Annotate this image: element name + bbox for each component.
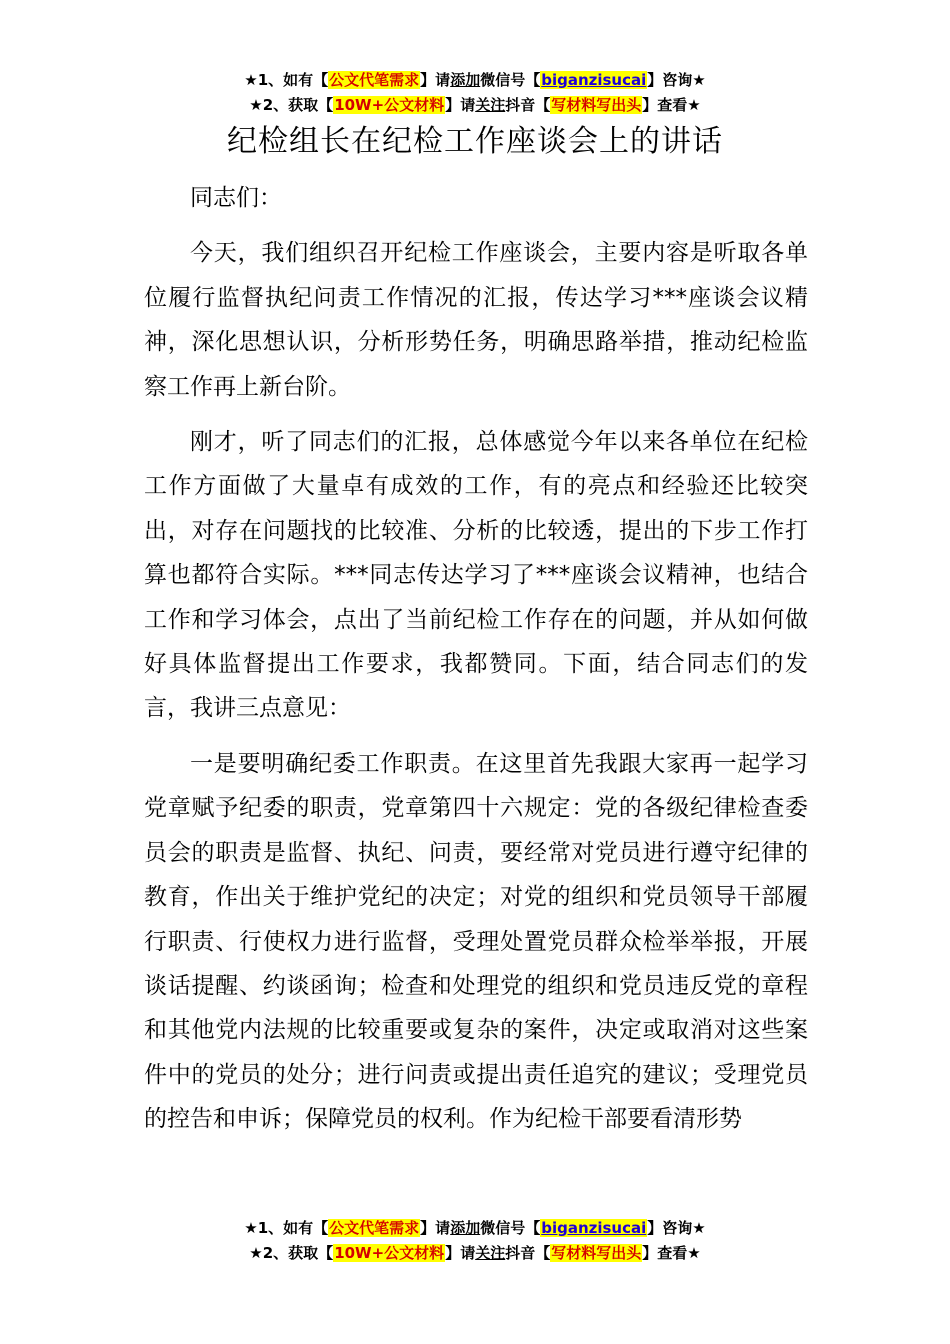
douyin-account: 写材料写出头	[551, 96, 642, 114]
banner-text: 】咨询★	[647, 1219, 706, 1237]
footer-ad-banner	[0, 1216, 950, 1266]
document-body	[144, 176, 808, 1153]
banner-text: 抖音【	[505, 96, 551, 114]
paragraph-1: 今天，我们组织召开纪检工作座谈会，主要内容是听取各单位履行监督执纪问责工作情况的汇报，传达学习***座谈会议精神，深化思想认识，分析形势任务，明确思路举措，推动纪检监察工作再上新台阶。	[144, 240, 808, 400]
service-highlight: 公文代笔需求	[329, 1219, 420, 1237]
banner-text: 关注	[475, 1244, 506, 1262]
material-highlight: 10W+公文材料	[334, 96, 445, 114]
banner-text: 微信号【	[480, 1219, 541, 1237]
banner-text: 关注	[475, 96, 506, 114]
greeting: 同志们：	[190, 185, 282, 211]
header-ad-banner	[0, 68, 950, 118]
paragraph-3: 一是要明确纪委工作职责。在这里首先我跟大家再一起学习党章赋予纪委的职责，党章第四十六规定：党的各级纪律检查委员会的职责是监督、执纪、问责，要经常对党员进行遵守纪律的教育，作出关于维护党纪的决定；对党的组织和党员领导干部履行职责、行使权力进行监督，受理处置党员群众检举举报，开展谈话提醒、约谈函询；检查和处理党的组织和党员违反党的章程和其他党内法规的比较重要或复杂的案件，决定或取消对这些案件中的党员的处分；进行问责或提出责任追究的建议；受理党员的控告和申诉；保障党员的权利。作为纪检干部要看清形势	[144, 750, 808, 1133]
douyin-account: 写材料写出头	[551, 1244, 642, 1262]
paragraph-2: 刚才，听了同志们的汇报，总体感觉今年以来各单位在纪检工作方面做了大量卓有成效的工作，有的亮点和经验还比较突出，对存在问题找的比较准、分析的比较透，提出的下步工作打算也都符合实际。***同志传达学习了***座谈会议精神，也结合工作和学习体会，点出了当前纪检工作存在的问题，并从如何做好具体监督提出工作要求，我都赞同。下面，结合同志们的发言，我讲三点意见：	[144, 429, 808, 722]
banner-text: ★2、获取【	[249, 96, 334, 114]
material-highlight: 10W+公文材料	[334, 1244, 445, 1262]
banner-text: ★1、如有【	[244, 1219, 329, 1237]
banner-text: 添加	[450, 71, 481, 89]
banner-text: ★2、获取【	[249, 1244, 334, 1262]
service-highlight: 公文代笔需求	[329, 71, 420, 89]
banner-text: 】请	[420, 1219, 451, 1237]
banner-text: 】请	[445, 1244, 476, 1262]
banner-text: 微信号【	[480, 71, 541, 89]
banner-text: 】查看★	[642, 1244, 701, 1262]
banner-text: 】查看★	[642, 96, 701, 114]
banner-text: ★1、如有【	[244, 71, 329, 89]
banner-text: 添加	[450, 1219, 481, 1237]
banner-text: 】请	[445, 96, 476, 114]
banner-text: 】请	[420, 71, 451, 89]
banner-line-2	[0, 93, 950, 118]
banner-text: 抖音【	[505, 1244, 551, 1262]
wechat-id: biganzisucai	[541, 1219, 647, 1237]
banner-text: 】咨询★	[647, 71, 706, 89]
banner-line-1	[0, 68, 950, 93]
banner-line-2	[0, 1241, 950, 1266]
document-title: 纪检组长在纪检工作座谈会上的讲话	[227, 124, 723, 159]
wechat-id: biganzisucai	[541, 71, 647, 89]
banner-line-1	[0, 1216, 950, 1241]
